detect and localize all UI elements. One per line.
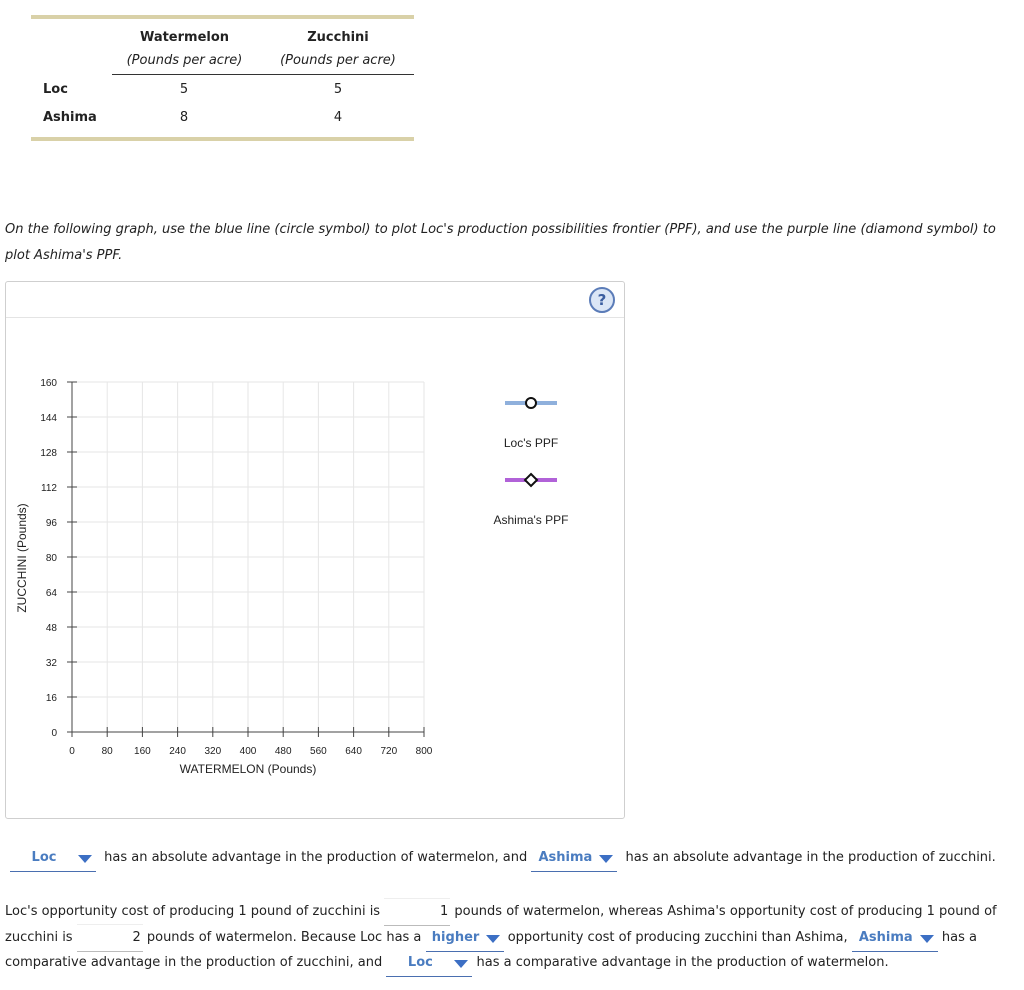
chevron-down-icon xyxy=(920,935,934,943)
absolute-advantage-sentence xyxy=(10,845,996,872)
x-tick-label: 160 xyxy=(134,746,151,757)
x-tick-label: 240 xyxy=(169,746,186,757)
y-tick-label: 96 xyxy=(45,518,57,529)
x-tick-label: 720 xyxy=(380,746,398,757)
opportunity-cost-line-2 xyxy=(5,924,977,952)
abs-text-2: has an absolute advantage in the production of zucchini. xyxy=(625,850,996,865)
col-watermelon-unit: (Pounds per acre) xyxy=(126,53,243,68)
legend xyxy=(494,398,569,527)
loc-opportunity-cost-input[interactable]: 1 xyxy=(384,898,450,926)
cell-loc-zucchini: 5 xyxy=(333,82,343,97)
chevron-down-icon xyxy=(454,960,468,968)
instruction-text: On the following graph, use the blue line (circle symbol) to plot Loc's production possibilities frontier (PPF), and use the purple line (diamond symbol) to plot Ashima's PPF. xyxy=(5,222,996,263)
legend-ashima-diamond-icon[interactable] xyxy=(525,474,537,486)
col-watermelon-title: Watermelon xyxy=(139,30,230,45)
y-tick-label: 48 xyxy=(45,623,57,634)
comp-zucchini-dropdown[interactable] xyxy=(852,925,938,952)
legend-loc-circle-icon[interactable] xyxy=(526,398,536,408)
y-tick-label: 32 xyxy=(45,658,57,669)
cell-ashima-zucchini: 4 xyxy=(333,110,343,125)
y-tick-label: 128 xyxy=(40,448,57,459)
abs-watermelon-dropdown[interactable] xyxy=(10,845,96,872)
abs-zucchini-dropdown[interactable] xyxy=(531,845,617,872)
opp-text-2: pounds of watermelon, whereas Ashima's opportunity cost of producing 1 pound of xyxy=(454,904,997,919)
x-tick-label: 80 xyxy=(101,746,113,757)
y-axis-label: ZUCCHINI (Pounds) xyxy=(15,503,29,613)
chevron-down-icon xyxy=(486,935,500,943)
ashima-opportunity-cost-input[interactable]: 2 xyxy=(77,924,143,952)
legend-loc-label: Loc's PPF xyxy=(503,436,559,450)
opp-text-5: opportunity cost of producing zucchini than Ashima, xyxy=(507,930,848,945)
abs-zucchini-value: Ashima xyxy=(538,850,593,865)
row-label-loc: Loc xyxy=(43,82,68,97)
opp-text-8: has a comparative advantage in the production of watermelon. xyxy=(476,955,889,970)
opp-text-4: pounds of watermelon. Because Loc has a xyxy=(146,930,422,945)
comp-watermelon-dropdown[interactable] xyxy=(386,950,472,977)
abs-text-1: has an absolute advantage in the production of watermelon, and xyxy=(104,850,528,865)
x-tick-label: 480 xyxy=(274,746,292,757)
y-tick-label: 144 xyxy=(40,413,57,424)
chevron-down-icon xyxy=(599,855,613,863)
x-axis-label: WATERMELON (Pounds) xyxy=(179,762,317,776)
row-label-ashima: Ashima xyxy=(43,110,97,125)
col-zucchini-title: Zucchini xyxy=(307,30,369,45)
y-tick-label: 112 xyxy=(41,483,57,494)
cell-ashima-watermelon: 8 xyxy=(179,110,189,125)
higher-lower-dropdown[interactable] xyxy=(426,925,504,952)
col-zucchini-unit: (Pounds per acre) xyxy=(280,53,396,68)
x-tick-label: 400 xyxy=(239,746,257,757)
x-tick-label: 640 xyxy=(345,746,362,757)
abs-watermelon-value: Loc xyxy=(31,850,57,865)
opportunity-cost-line-1 xyxy=(5,898,997,926)
legend-ashima-label: Ashima's PPF xyxy=(493,513,569,527)
y-tick-label: 16 xyxy=(45,693,57,704)
x-tick-label: 560 xyxy=(310,746,327,757)
comp-watermelon-value: Loc xyxy=(407,955,433,970)
opp-text-1: Loc's opportunity cost of producing 1 pound of zucchini is xyxy=(5,904,381,919)
higher-lower-value: higher xyxy=(431,930,480,945)
comp-zucchini-value: Ashima xyxy=(858,930,913,945)
cell-loc-watermelon: 5 xyxy=(179,82,189,97)
opp-text-6: has a xyxy=(941,930,977,945)
x-tick-label: 0 xyxy=(69,746,75,757)
opportunity-cost-line-3 xyxy=(5,950,889,977)
help-icon[interactable]: ? xyxy=(589,287,615,313)
y-tick-label: 64 xyxy=(45,588,57,599)
y-tick-label: 0 xyxy=(51,728,57,739)
y-tick-label: 80 xyxy=(45,553,57,564)
opp-text-7: comparative advantage in the production of zucchini, and xyxy=(5,955,383,970)
x-tick-label: 800 xyxy=(415,746,433,757)
chevron-down-icon xyxy=(78,855,92,863)
x-tick-label: 320 xyxy=(204,746,222,757)
y-tick-label: 160 xyxy=(40,378,57,389)
opp-text-3: zucchini is xyxy=(5,930,73,945)
